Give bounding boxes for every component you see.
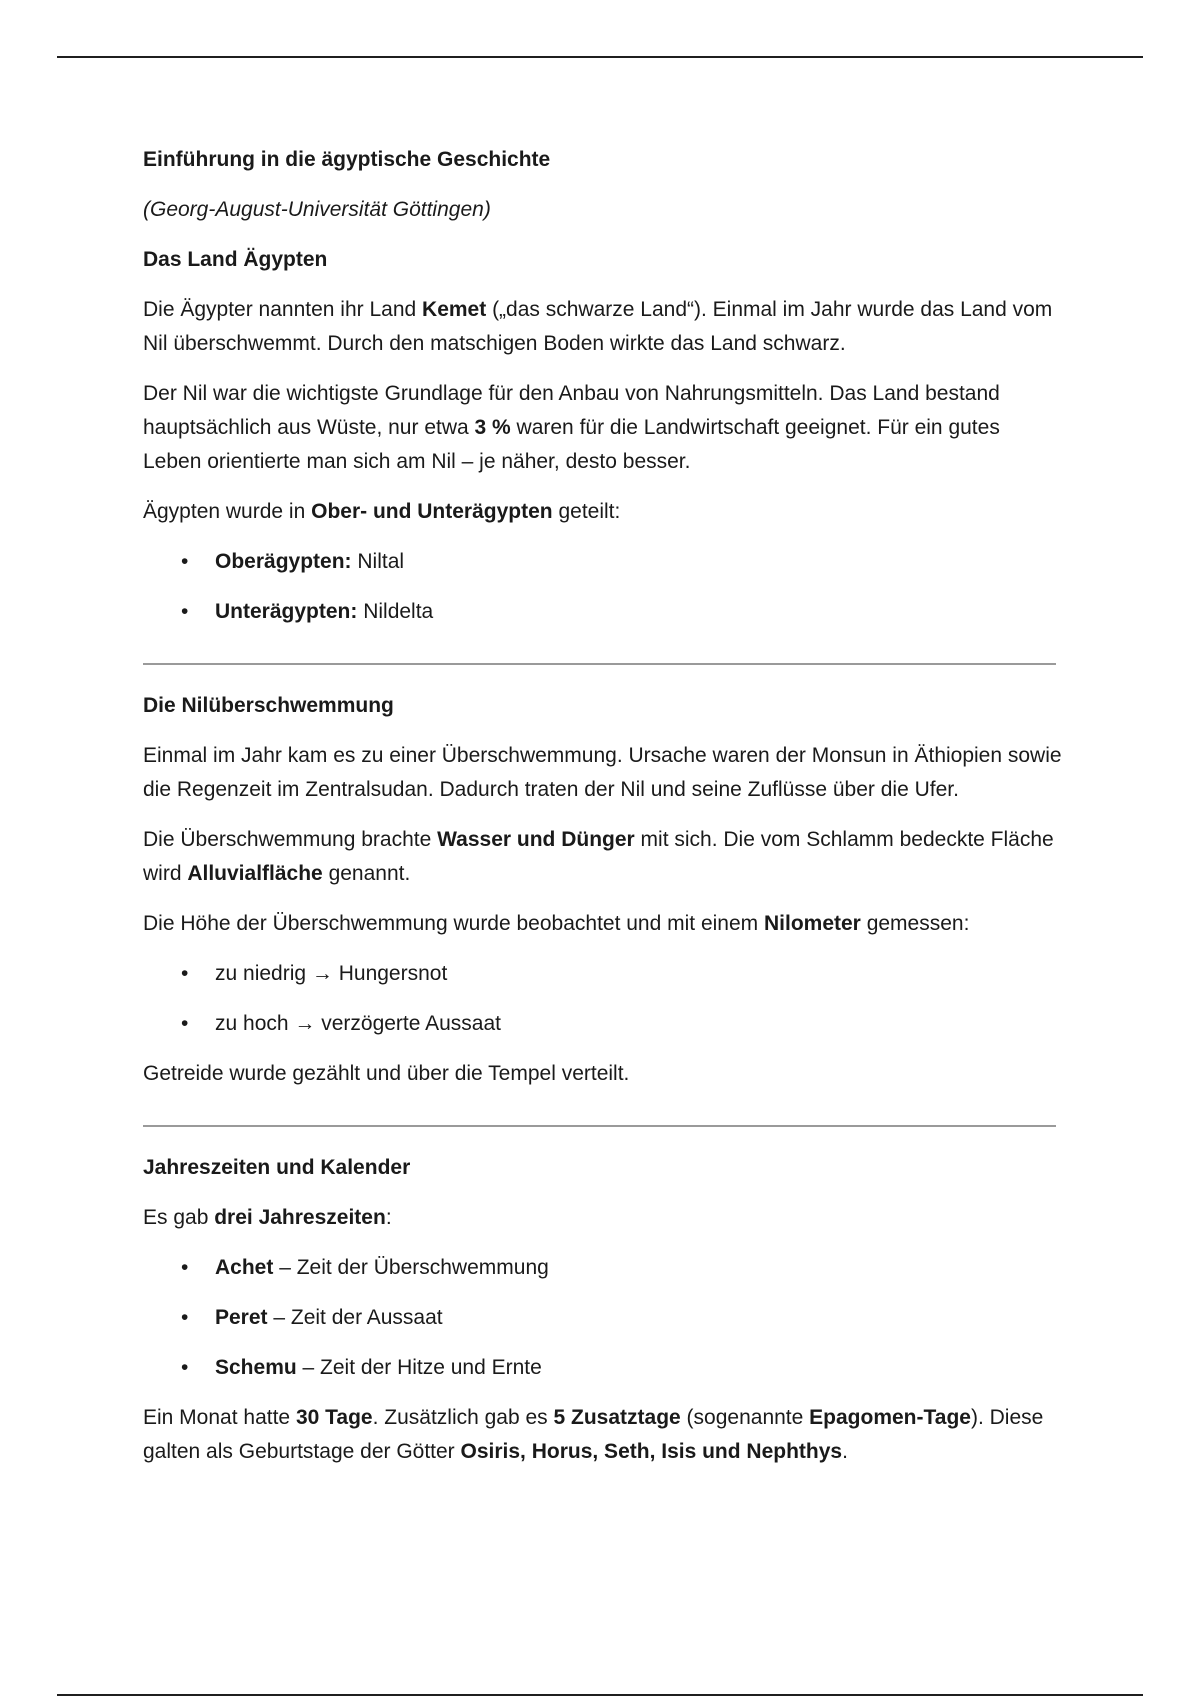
paragraph-calendar: Ein Monat hatte 30 Tage. Zusätzlich gab es 5 Zusatztage (sogenannte Epagomen-Tage). Diese galten als Geburtstage der Götter Osiris, Horus, Seth, Isis und Nephthys. (143, 1406, 1044, 1463)
bullet-icon: • (181, 1012, 189, 1035)
document-body (143, 143, 1063, 1485)
bullet-icon: • (181, 962, 189, 985)
header-rule (57, 56, 1143, 58)
bullet-icon: • (181, 550, 189, 573)
bullet-icon: • (181, 600, 189, 623)
list-item: • Schemu – Zeit der Hitze und Ernte (143, 1351, 1063, 1385)
bullet-icon: • (181, 1306, 189, 1329)
section-divider (143, 1125, 1056, 1127)
paragraph-nile-basis: Der Nil war die wichtigste Grundlage für den Anbau von Nahrungsmitteln. Das Land bestand hauptsächlich aus Wüste, nur etwa 3 % waren für die Landwirtschaft geeignet. Für ein gutes Leben orientierte man sich am Nil – je näher, desto besser. (143, 382, 1000, 473)
section-divider (143, 663, 1056, 665)
list-item: • zu hoch → verzögerte Aussaat (143, 1007, 1063, 1041)
list-regions (143, 545, 1063, 629)
paragraph-seasons-intro: Es gab drei Jahreszeiten: (143, 1206, 392, 1229)
paragraph-division: Ägypten wurde in Ober- und Unterägypten geteilt: (143, 500, 621, 523)
section-heading-flood: Die Nilüberschwemmung (143, 694, 394, 717)
paragraph-kemet: Die Ägypter nannten ihr Land Kemet („das schwarze Land“). Einmal im Jahr wurde das Land vom Nil überschwemmt. Durch den matschigen Boden wirkte das Land schwarz. (143, 298, 1053, 355)
list-item: • Peret – Zeit der Aussaat (143, 1301, 1063, 1335)
paragraph-nilometer: Die Höhe der Überschwemmung wurde beobachtet und mit einem Nilometer gemessen: (143, 912, 970, 935)
list-item: • Unterägypten: Nildelta (143, 595, 1063, 629)
document-subtitle: (Georg-August-Universität Göttingen) (143, 198, 491, 221)
paragraph-flood-cause: Einmal im Jahr kam es zu einer Überschwemmung. Ursache waren der Monsun in Äthiopien sowie die Regenzeit im Zentralsudan. Dadurch traten der Nil und seine Zuflüsse über die Ufer. (143, 744, 1062, 801)
footer-rule (57, 1694, 1143, 1696)
bullet-icon: • (181, 1356, 189, 1379)
document-title: Einführung in die ägyptische Geschichte (143, 148, 551, 171)
section-heading-seasons: Jahreszeiten und Kalender (143, 1156, 411, 1179)
bullet-icon: • (181, 1256, 189, 1279)
list-item: • Oberägypten: Niltal (143, 545, 1063, 579)
list-item: • Achet – Zeit der Überschwemmung (143, 1251, 1063, 1285)
list-seasons (143, 1251, 1063, 1385)
list-item: • zu niedrig → Hungersnot (143, 957, 1063, 991)
list-flood-levels (143, 957, 1063, 1041)
paragraph-flood-effect: Die Überschwemmung brachte Wasser und Dünger mit sich. Die vom Schlamm bedeckte Fläche wird Alluvialfläche genannt. (143, 828, 1054, 885)
section-heading-land: Das Land Ägypten (143, 248, 328, 271)
paragraph-grain: Getreide wurde gezählt und über die Tempel verteilt. (143, 1062, 630, 1085)
